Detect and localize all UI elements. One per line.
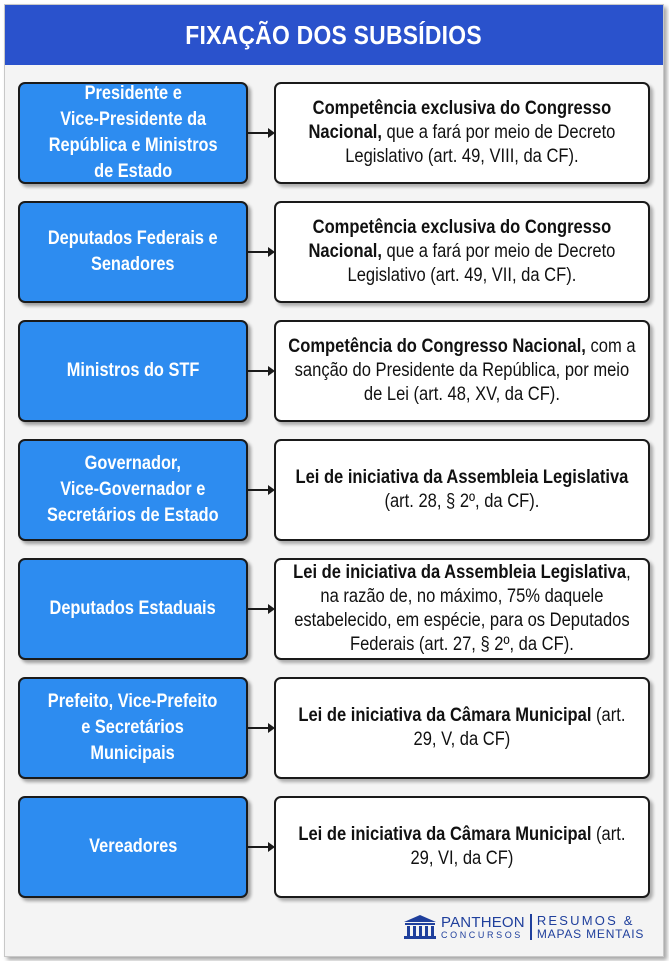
rule-text: [285, 561, 638, 657]
office-label: Prefeito, Vice-Prefeito e Secretários Municipais: [48, 691, 218, 764]
brand-logo: [441, 915, 525, 940]
header-banner: [5, 5, 663, 65]
rule-box: [274, 201, 650, 303]
rule-box: [274, 439, 650, 541]
rule-rest: que a fará por meio de Decreto Legislativo (art. 49, VIII, da CF).: [345, 122, 616, 167]
rule-bold: Competência exclusiva do Congresso Nacional,: [308, 98, 612, 143]
subsidy-row: [0, 439, 669, 543]
subsidy-row: [0, 82, 669, 186]
office-box: [18, 201, 248, 303]
rule-bold: Lei de iniciativa da Assembleia Legislativa: [293, 562, 627, 583]
rule-text: [285, 97, 638, 169]
office-box: [18, 82, 248, 184]
rule-rest: (art. 28, § 2º, da CF).: [384, 491, 540, 512]
office-label: Vereadores: [88, 836, 178, 857]
rule-box: [274, 320, 650, 422]
subsidy-row: [0, 558, 669, 662]
office-box: [18, 558, 248, 660]
rule-rest: (art. 29, V, da CF): [413, 705, 626, 750]
office-box: [18, 439, 248, 541]
rule-text: [285, 823, 638, 871]
brand-subtitle: CONCURSOS: [441, 929, 523, 940]
pantheon-temple-icon: [402, 914, 438, 940]
rule-box: [274, 677, 650, 779]
rule-bold: Lei de iniciativa da Câmara Municipal: [298, 824, 592, 845]
brand-tagline: [537, 914, 644, 940]
rule-box: [274, 558, 650, 660]
rule-text: [285, 335, 638, 407]
rule-text: [285, 704, 638, 752]
subsidy-row: [0, 677, 669, 781]
office-label: Presidente e Vice-Presidente da República e Ministros de Estado: [48, 83, 218, 182]
rule-text: [285, 466, 638, 514]
rule-bold: Competência do Congresso Nacional,: [288, 336, 587, 357]
rule-rest: , na razão de, no máximo, 75% daquele estabelecido, em espécie, para os Deputados Federais (art. 27, § 2º, da CF).: [294, 562, 631, 655]
rule-box: [274, 796, 650, 898]
subsidy-row: [0, 320, 669, 424]
office-label: Governador, Vice-Governador e Secretários de Estado: [47, 453, 219, 526]
tagline-line1: RESUMOS &: [536, 912, 635, 928]
office-label: Deputados Estaduais: [49, 598, 217, 619]
office-label: Ministros do STF: [66, 360, 200, 381]
rule-box: [274, 82, 650, 184]
rule-rest: (art. 29, VI, da CF): [410, 824, 626, 869]
brand-divider: [530, 914, 532, 940]
subsidy-row: [0, 796, 669, 900]
footer-branding: [402, 912, 652, 942]
rule-rest: com a sanção do Presidente da República, por meio de Lei (art. 48, XV, da CF).: [294, 336, 636, 405]
office-box: [18, 796, 248, 898]
brand-name: PANTHEON: [441, 913, 525, 931]
subsidy-row: [0, 201, 669, 305]
office-box: [18, 677, 248, 779]
rule-bold: Lei de iniciativa da Assembleia Legislativa: [295, 467, 629, 488]
rule-bold: Competência exclusiva do Congresso Nacional,: [308, 217, 612, 262]
rule-bold: Lei de iniciativa da Câmara Municipal: [298, 705, 592, 726]
office-box: [18, 320, 248, 422]
office-label: Deputados Federais e Senadores: [48, 228, 218, 275]
rule-rest: que a fará por meio de Decreto Legislativo (art. 49, VII, da CF).: [347, 241, 616, 286]
rule-text: [285, 216, 638, 288]
tagline-line2: MAPAS MENTAIS: [536, 926, 645, 941]
page-title: FIXAÇÃO DOS SUBSÍDIOS: [185, 19, 483, 50]
